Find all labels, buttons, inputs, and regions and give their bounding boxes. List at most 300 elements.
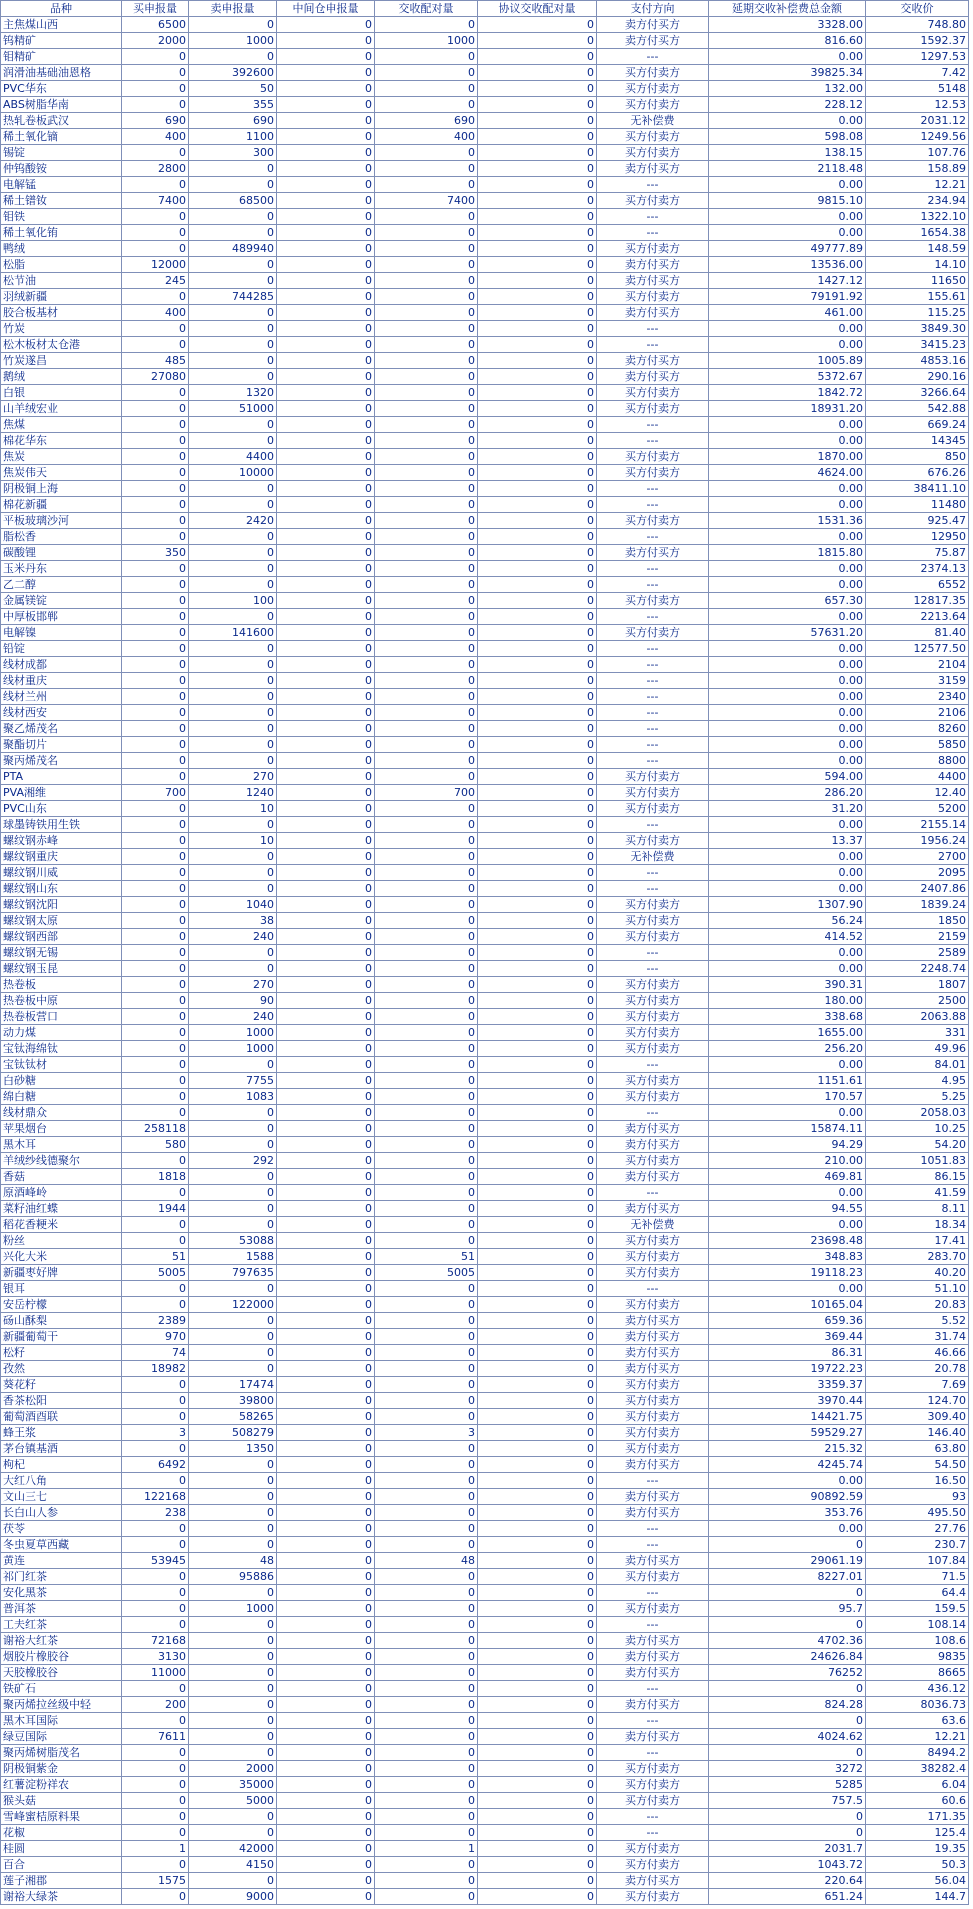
compensation-cell: 1307.90	[709, 897, 866, 913]
variety-cell: 热卷板	[1, 977, 122, 993]
agreement-qty-cell: 0	[478, 1185, 597, 1201]
payment-direction-cell: 卖方付买方	[597, 1329, 709, 1345]
variety-cell: 稀土氧化铕	[1, 225, 122, 241]
payment-direction-cell: 买方付卖方	[597, 1393, 709, 1409]
sell-qty-cell: 0	[189, 209, 277, 225]
buy-qty-cell: 72168	[122, 1633, 189, 1649]
table-row	[1, 1169, 969, 1185]
table-row	[1, 577, 969, 593]
intermediate-qty-cell: 0	[277, 1425, 375, 1441]
price-cell: 2248.74	[866, 961, 969, 977]
variety-cell: 花椒	[1, 1825, 122, 1841]
payment-direction-cell: 买方付卖方	[597, 801, 709, 817]
sell-qty-cell: 0	[189, 1169, 277, 1185]
payment-direction-cell: ---	[597, 961, 709, 977]
agreement-qty-cell: 0	[478, 657, 597, 673]
intermediate-qty-cell: 0	[277, 1745, 375, 1761]
table-row	[1, 1441, 969, 1457]
agreement-qty-cell: 0	[478, 1457, 597, 1473]
buy-qty-cell: 6492	[122, 1457, 189, 1473]
intermediate-qty-cell: 0	[277, 561, 375, 577]
price-cell: 2500	[866, 993, 969, 1009]
compensation-cell: 0.00	[709, 817, 866, 833]
matched-qty-cell: 400	[375, 129, 478, 145]
compensation-cell: 0.00	[709, 1473, 866, 1489]
payment-direction-cell: ---	[597, 225, 709, 241]
variety-cell: 螺纹钢玉昆	[1, 961, 122, 977]
variety-cell: 长白山人参	[1, 1505, 122, 1521]
buy-qty-cell: 0	[122, 961, 189, 977]
compensation-cell: 594.00	[709, 769, 866, 785]
intermediate-qty-cell: 0	[277, 289, 375, 305]
variety-cell: 竹炭遂昌	[1, 353, 122, 369]
price-cell: 2700	[866, 849, 969, 865]
payment-direction-cell: 卖方付买方	[597, 1505, 709, 1521]
price-cell: 12.21	[866, 177, 969, 193]
sell-qty-cell: 0	[189, 177, 277, 193]
payment-direction-cell: 买方付卖方	[597, 1441, 709, 1457]
variety-cell: 脂松香	[1, 529, 122, 545]
table-row	[1, 1489, 969, 1505]
intermediate-qty-cell: 0	[277, 65, 375, 81]
matched-qty-cell: 0	[375, 321, 478, 337]
payment-direction-cell: ---	[597, 705, 709, 721]
intermediate-qty-cell: 0	[277, 433, 375, 449]
sell-qty-cell: 0	[189, 1313, 277, 1329]
payment-direction-cell: ---	[597, 1521, 709, 1537]
variety-cell: 金属镁锭	[1, 593, 122, 609]
sell-qty-cell: 0	[189, 1361, 277, 1377]
variety-cell: PVC华东	[1, 81, 122, 97]
col-header-intermediate-qty: 中间仓申报量	[277, 1, 375, 17]
price-cell: 84.01	[866, 1057, 969, 1073]
variety-cell: 祁门红茶	[1, 1569, 122, 1585]
agreement-qty-cell: 0	[478, 1873, 597, 1889]
sell-qty-cell: 0	[189, 609, 277, 625]
variety-cell: 香菇	[1, 1169, 122, 1185]
table-row	[1, 641, 969, 657]
price-cell: 158.89	[866, 161, 969, 177]
table-row	[1, 1153, 969, 1169]
price-cell: 2340	[866, 689, 969, 705]
variety-cell: 动力煤	[1, 1025, 122, 1041]
matched-qty-cell: 0	[375, 337, 478, 353]
intermediate-qty-cell: 0	[277, 1601, 375, 1617]
matched-qty-cell: 0	[375, 369, 478, 385]
agreement-qty-cell: 0	[478, 161, 597, 177]
sell-qty-cell: 0	[189, 1057, 277, 1073]
col-header-agreement-matched-qty: 协议交收配对量	[478, 1, 597, 17]
matched-qty-cell: 0	[375, 1793, 478, 1809]
variety-cell: 钼精矿	[1, 49, 122, 65]
price-cell: 51.10	[866, 1281, 969, 1297]
table-row	[1, 529, 969, 545]
buy-qty-cell: 485	[122, 353, 189, 369]
variety-cell: 松木板材太仓港	[1, 337, 122, 353]
variety-cell: 绵白糖	[1, 1089, 122, 1105]
matched-qty-cell: 0	[375, 465, 478, 481]
variety-cell: 中厚板邯郸	[1, 609, 122, 625]
buy-qty-cell: 0	[122, 817, 189, 833]
payment-direction-cell: 买方付卖方	[597, 289, 709, 305]
price-cell: 1249.56	[866, 129, 969, 145]
buy-qty-cell: 0	[122, 1089, 189, 1105]
variety-cell: 螺纹钢川威	[1, 865, 122, 881]
payment-direction-cell: ---	[597, 737, 709, 753]
price-cell: 2104	[866, 657, 969, 673]
agreement-qty-cell: 0	[478, 81, 597, 97]
intermediate-qty-cell: 0	[277, 1617, 375, 1633]
price-cell: 12577.50	[866, 641, 969, 657]
variety-cell: 胶合板基材	[1, 305, 122, 321]
variety-cell: 乙二醇	[1, 577, 122, 593]
agreement-qty-cell: 0	[478, 369, 597, 385]
variety-cell: PTA	[1, 769, 122, 785]
payment-direction-cell: ---	[597, 1105, 709, 1121]
compensation-cell: 0.00	[709, 113, 866, 129]
matched-qty-cell: 0	[375, 1537, 478, 1553]
intermediate-qty-cell: 0	[277, 97, 375, 113]
intermediate-qty-cell: 0	[277, 1569, 375, 1585]
compensation-cell: 215.32	[709, 1441, 866, 1457]
matched-qty-cell: 0	[375, 1153, 478, 1169]
matched-qty-cell: 0	[375, 81, 478, 97]
buy-qty-cell: 0	[122, 337, 189, 353]
intermediate-qty-cell: 0	[277, 1153, 375, 1169]
matched-qty-cell: 0	[375, 1313, 478, 1329]
agreement-qty-cell: 0	[478, 193, 597, 209]
agreement-qty-cell: 0	[478, 353, 597, 369]
compensation-cell: 24626.84	[709, 1649, 866, 1665]
matched-qty-cell: 0	[375, 1377, 478, 1393]
variety-cell: 玉米丹东	[1, 561, 122, 577]
sell-qty-cell: 0	[189, 17, 277, 33]
payment-direction-cell: 卖方付买方	[597, 1697, 709, 1713]
intermediate-qty-cell: 0	[277, 1057, 375, 1073]
compensation-cell: 14421.75	[709, 1409, 866, 1425]
table-row	[1, 177, 969, 193]
intermediate-qty-cell: 0	[277, 1441, 375, 1457]
buy-qty-cell: 0	[122, 1777, 189, 1793]
intermediate-qty-cell: 0	[277, 225, 375, 241]
payment-direction-cell: 买方付卖方	[597, 1025, 709, 1041]
table-row	[1, 1297, 969, 1313]
sell-qty-cell: 0	[189, 705, 277, 721]
table-row	[1, 1601, 969, 1617]
table-row	[1, 1809, 969, 1825]
variety-cell: 稀土镨钕	[1, 193, 122, 209]
variety-cell: 苹果烟台	[1, 1121, 122, 1137]
table-row	[1, 17, 969, 33]
agreement-qty-cell: 0	[478, 545, 597, 561]
price-cell: 748.80	[866, 17, 969, 33]
compensation-cell: 0.00	[709, 529, 866, 545]
sell-qty-cell: 39800	[189, 1393, 277, 1409]
intermediate-qty-cell: 0	[277, 897, 375, 913]
sell-qty-cell: 240	[189, 929, 277, 945]
matched-qty-cell: 0	[375, 1073, 478, 1089]
payment-direction-cell: 买方付卖方	[597, 81, 709, 97]
variety-cell: 铁矿石	[1, 1681, 122, 1697]
compensation-cell: 23698.48	[709, 1233, 866, 1249]
agreement-qty-cell: 0	[478, 1649, 597, 1665]
sell-qty-cell: 300	[189, 145, 277, 161]
payment-direction-cell: ---	[597, 417, 709, 433]
table-row	[1, 993, 969, 1009]
table-row	[1, 113, 969, 129]
sell-qty-cell: 0	[189, 1697, 277, 1713]
agreement-qty-cell: 0	[478, 209, 597, 225]
variety-cell: 雪峰蜜桔原料果	[1, 1809, 122, 1825]
variety-cell: 原酒峰岭	[1, 1185, 122, 1201]
matched-qty-cell: 0	[375, 1649, 478, 1665]
payment-direction-cell: ---	[597, 689, 709, 705]
matched-qty-cell: 0	[375, 1217, 478, 1233]
sell-qty-cell: 0	[189, 881, 277, 897]
table-row	[1, 1697, 969, 1713]
intermediate-qty-cell: 0	[277, 49, 375, 65]
agreement-qty-cell: 0	[478, 1233, 597, 1249]
buy-qty-cell: 0	[122, 769, 189, 785]
payment-direction-cell: 卖方付买方	[597, 369, 709, 385]
price-cell: 46.66	[866, 1345, 969, 1361]
buy-qty-cell: 580	[122, 1137, 189, 1153]
payment-direction-cell: 卖方付买方	[597, 1553, 709, 1569]
matched-qty-cell: 1	[375, 1841, 478, 1857]
payment-direction-cell: ---	[597, 721, 709, 737]
sell-qty-cell: 744285	[189, 289, 277, 305]
buy-qty-cell: 0	[122, 65, 189, 81]
matched-qty-cell: 0	[375, 1873, 478, 1889]
payment-direction-cell: 买方付卖方	[597, 1601, 709, 1617]
intermediate-qty-cell: 0	[277, 1201, 375, 1217]
sell-qty-cell: 392600	[189, 65, 277, 81]
matched-qty-cell: 0	[375, 1745, 478, 1761]
agreement-qty-cell: 0	[478, 1121, 597, 1137]
payment-direction-cell: 卖方付买方	[597, 305, 709, 321]
variety-cell: 安化黑茶	[1, 1585, 122, 1601]
matched-qty-cell: 0	[375, 1617, 478, 1633]
compensation-cell: 0	[709, 1681, 866, 1697]
sell-qty-cell: 0	[189, 1489, 277, 1505]
intermediate-qty-cell: 0	[277, 145, 375, 161]
compensation-cell: 3272	[709, 1761, 866, 1777]
sell-qty-cell: 0	[189, 753, 277, 769]
compensation-cell: 0	[709, 1585, 866, 1601]
agreement-qty-cell: 0	[478, 289, 597, 305]
compensation-cell: 95.7	[709, 1601, 866, 1617]
buy-qty-cell: 0	[122, 1617, 189, 1633]
matched-qty-cell: 0	[375, 913, 478, 929]
compensation-cell: 651.24	[709, 1889, 866, 1905]
payment-direction-cell: ---	[597, 1825, 709, 1841]
sell-qty-cell: 0	[189, 1713, 277, 1729]
intermediate-qty-cell: 0	[277, 1169, 375, 1185]
matched-qty-cell: 0	[375, 305, 478, 321]
intermediate-qty-cell: 0	[277, 497, 375, 513]
agreement-qty-cell: 0	[478, 1089, 597, 1105]
matched-qty-cell: 0	[375, 1697, 478, 1713]
buy-qty-cell: 0	[122, 1281, 189, 1297]
matched-qty-cell: 0	[375, 17, 478, 33]
sell-qty-cell: 51000	[189, 401, 277, 417]
agreement-qty-cell: 0	[478, 1841, 597, 1857]
price-cell: 6552	[866, 577, 969, 593]
agreement-qty-cell: 0	[478, 849, 597, 865]
intermediate-qty-cell: 0	[277, 1041, 375, 1057]
payment-direction-cell: ---	[597, 1713, 709, 1729]
payment-direction-cell: 买方付卖方	[597, 785, 709, 801]
agreement-qty-cell: 0	[478, 577, 597, 593]
compensation-cell: 4245.74	[709, 1457, 866, 1473]
price-cell: 309.40	[866, 1409, 969, 1425]
matched-qty-cell: 0	[375, 385, 478, 401]
agreement-qty-cell: 0	[478, 1009, 597, 1025]
payment-direction-cell: 买方付卖方	[597, 1297, 709, 1313]
compensation-cell: 5285	[709, 1777, 866, 1793]
sell-qty-cell: 0	[189, 1729, 277, 1745]
payment-direction-cell: 买方付卖方	[597, 65, 709, 81]
table-row	[1, 1041, 969, 1057]
agreement-qty-cell: 0	[478, 1505, 597, 1521]
intermediate-qty-cell: 0	[277, 705, 375, 721]
agreement-qty-cell: 0	[478, 561, 597, 577]
buy-qty-cell: 18982	[122, 1361, 189, 1377]
buy-qty-cell: 0	[122, 1217, 189, 1233]
payment-direction-cell: ---	[597, 817, 709, 833]
price-cell: 436.12	[866, 1681, 969, 1697]
agreement-qty-cell: 0	[478, 1697, 597, 1713]
agreement-qty-cell: 0	[478, 1665, 597, 1681]
matched-qty-cell: 0	[375, 593, 478, 609]
compensation-cell: 180.00	[709, 993, 866, 1009]
matched-qty-cell: 0	[375, 1281, 478, 1297]
intermediate-qty-cell: 0	[277, 177, 375, 193]
table-row	[1, 1889, 969, 1905]
compensation-cell: 79191.92	[709, 289, 866, 305]
table-row	[1, 1137, 969, 1153]
price-cell: 60.6	[866, 1793, 969, 1809]
compensation-cell: 59529.27	[709, 1425, 866, 1441]
compensation-cell: 1870.00	[709, 449, 866, 465]
table-row	[1, 1793, 969, 1809]
table-row	[1, 1633, 969, 1649]
buy-qty-cell: 0	[122, 609, 189, 625]
table-row	[1, 865, 969, 881]
table-row	[1, 33, 969, 49]
price-cell: 2063.88	[866, 1009, 969, 1025]
sell-qty-cell: 50	[189, 81, 277, 97]
variety-cell: 热轧卷板武汉	[1, 113, 122, 129]
matched-qty-cell: 0	[375, 529, 478, 545]
price-cell: 27.76	[866, 1521, 969, 1537]
agreement-qty-cell: 0	[478, 1297, 597, 1313]
matched-qty-cell: 0	[375, 1345, 478, 1361]
intermediate-qty-cell: 0	[277, 1409, 375, 1425]
variety-cell: 蜂王浆	[1, 1425, 122, 1441]
buy-qty-cell: 0	[122, 1441, 189, 1457]
table-row	[1, 81, 969, 97]
variety-cell: 黑木耳国际	[1, 1713, 122, 1729]
intermediate-qty-cell: 0	[277, 737, 375, 753]
sell-qty-cell: 7755	[189, 1073, 277, 1089]
buy-qty-cell: 0	[122, 97, 189, 113]
payment-direction-cell: 买方付卖方	[597, 465, 709, 481]
sell-qty-cell: 58265	[189, 1409, 277, 1425]
matched-qty-cell: 0	[375, 177, 478, 193]
price-cell: 20.78	[866, 1361, 969, 1377]
table-row	[1, 1617, 969, 1633]
sell-qty-cell: 0	[189, 545, 277, 561]
agreement-qty-cell: 0	[478, 1713, 597, 1729]
matched-qty-cell: 0	[375, 1601, 478, 1617]
matched-qty-cell: 0	[375, 1409, 478, 1425]
price-cell: 10.25	[866, 1121, 969, 1137]
intermediate-qty-cell: 0	[277, 945, 375, 961]
price-cell: 1839.24	[866, 897, 969, 913]
price-cell: 54.50	[866, 1457, 969, 1473]
price-cell: 2589	[866, 945, 969, 961]
table-row	[1, 193, 969, 209]
table-row	[1, 1841, 969, 1857]
table-row	[1, 1649, 969, 1665]
price-cell: 6.04	[866, 1777, 969, 1793]
variety-cell: 菜籽油红蝶	[1, 1201, 122, 1217]
sell-qty-cell: 17474	[189, 1377, 277, 1393]
sell-qty-cell: 1000	[189, 33, 277, 49]
compensation-cell: 57631.20	[709, 625, 866, 641]
agreement-qty-cell: 0	[478, 1889, 597, 1905]
compensation-cell: 1655.00	[709, 1025, 866, 1041]
agreement-qty-cell: 0	[478, 1281, 597, 1297]
intermediate-qty-cell: 0	[277, 1857, 375, 1873]
sell-qty-cell: 0	[189, 1137, 277, 1153]
compensation-cell: 0.00	[709, 945, 866, 961]
buy-qty-cell: 0	[122, 513, 189, 529]
variety-cell: 螺纹钢山东	[1, 881, 122, 897]
table-row	[1, 497, 969, 513]
matched-qty-cell: 0	[375, 353, 478, 369]
payment-direction-cell: 卖方付买方	[597, 1873, 709, 1889]
buy-qty-cell: 7611	[122, 1729, 189, 1745]
intermediate-qty-cell: 0	[277, 1457, 375, 1473]
variety-cell: 焦炭伟天	[1, 465, 122, 481]
payment-direction-cell: 买方付卖方	[597, 833, 709, 849]
variety-cell: 螺纹钢赤峰	[1, 833, 122, 849]
intermediate-qty-cell: 0	[277, 1217, 375, 1233]
agreement-qty-cell: 0	[478, 1633, 597, 1649]
price-cell: 9835	[866, 1649, 969, 1665]
sell-qty-cell: 2000	[189, 1761, 277, 1777]
intermediate-qty-cell: 0	[277, 1649, 375, 1665]
price-cell: 38282.4	[866, 1761, 969, 1777]
agreement-qty-cell: 0	[478, 513, 597, 529]
intermediate-qty-cell: 0	[277, 1585, 375, 1601]
agreement-qty-cell: 0	[478, 321, 597, 337]
matched-qty-cell: 0	[375, 1361, 478, 1377]
intermediate-qty-cell: 0	[277, 1089, 375, 1105]
buy-qty-cell: 1575	[122, 1873, 189, 1889]
price-cell: 2159	[866, 929, 969, 945]
table-row	[1, 721, 969, 737]
payment-direction-cell: ---	[597, 865, 709, 881]
agreement-qty-cell: 0	[478, 625, 597, 641]
variety-cell: 线材西安	[1, 705, 122, 721]
buy-qty-cell: 0	[122, 865, 189, 881]
agreement-qty-cell: 0	[478, 273, 597, 289]
agreement-qty-cell: 0	[478, 1745, 597, 1761]
buy-qty-cell: 0	[122, 49, 189, 65]
